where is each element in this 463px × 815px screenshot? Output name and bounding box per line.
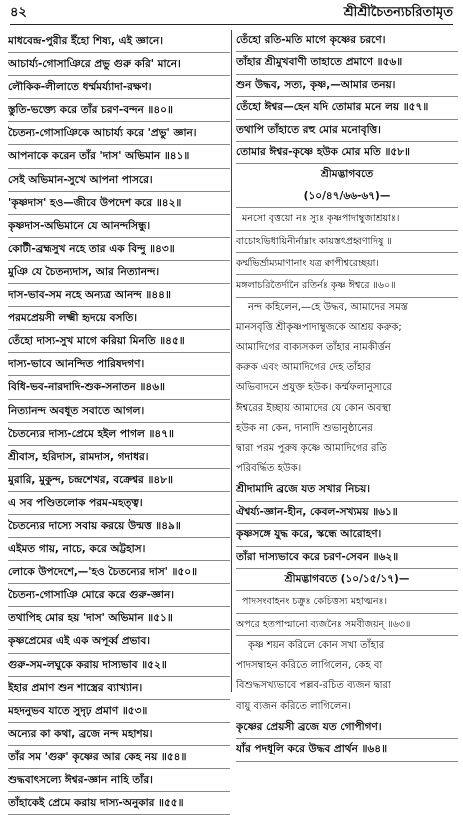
translation-line: ঈশ্বরের ইচ্ছায় আমাদের যে কোন অবস্থা xyxy=(236,402,391,414)
sanskrit-verse-line: পাদসংবাহনং চক্রুঃ কেচিত্তস্য মহাত্মনঃ। xyxy=(236,591,458,613)
verse-line: সেই অভিমান-সুখে আপনা পাসরে। xyxy=(8,169,230,192)
verse-line: চৈতন্যের দাস্য-প্রেমে হইল পাগল ॥৪৭॥ xyxy=(8,423,230,446)
verse-line: নিত্যানন্দ অবধূত সবাতে আগল। xyxy=(8,400,230,423)
verse-line: তথাপিহ মোর হয় 'দাস' অভিমান ॥৫১॥ xyxy=(8,607,230,630)
verse-line: কৃষ্ণদাস-অভিমানে যে আনন্দসিন্ধু। xyxy=(8,215,230,238)
page-header xyxy=(10,2,453,25)
translation-line: অভিবাদনে প্রযুক্ত হউক। কর্ম্মফলানুসারে xyxy=(236,382,392,394)
verse-line: বিধি-ভব-নারদাদি-শুক-সনাতন ॥৪৬॥ xyxy=(8,376,230,399)
verse-line: মুরারি, মুকুন্দ, চন্দ্রশেখর, বক্রেশ্বর ॥৪৮॥ xyxy=(8,469,230,492)
translation-line: করুক এবং আমাদিগের দেহ তাঁহার xyxy=(236,362,371,374)
right-column xyxy=(236,30,458,762)
verse-line: কৃষ্ণসঙ্গে যুদ্ধ করে, স্কন্ধে আরোহণ। xyxy=(236,524,458,546)
verse-line: তাঁর সম 'গুরু' কৃষ্ণের আর কেহ নয় ॥৫৪॥ xyxy=(8,746,230,769)
running-title: শ্রীশ্রীচৈতন্যচরিতামৃত xyxy=(343,5,453,20)
verse-line: ইহার প্রমাণ শুন শাস্ত্রের ব্যাখ্যান। xyxy=(8,677,230,700)
translation-line: পাদসম্বাহন করিতে লাগিলেন, কেহ বা xyxy=(236,660,383,672)
verse-line: স্তুতি-ভক্ত্যে করে তাঁর চরণ-বন্দন ॥৪০॥ xyxy=(8,99,230,122)
verse-line: আপনাকে করেন তাঁর 'দাস' অভিমান ॥৪১॥ xyxy=(8,145,230,168)
verse-line: আচার্য্য-গোসাঞিরে প্রভু গুরু করি' মানে। xyxy=(8,53,230,76)
verse-line: অন্যের কা কথা, ব্রজে নন্দ মহাশয়। xyxy=(8,723,230,746)
translation-line: পরিবর্দ্ধিত হউক। xyxy=(236,463,302,475)
sanskrit-verse-line: বাচোঽভিধায়িনীর্নাম্নাং কায়স্তৎপ্রহ্বণাদিষু ॥ xyxy=(236,231,458,253)
verse-line: তেঁহো রতি-মতি মাগে কৃষ্ণের চরণে। xyxy=(236,30,458,52)
translation-line: বায়ু ব্যজন করিতে লাগিলেন। xyxy=(236,700,351,712)
translation-line: দ্বারা পরম পুরুষ কৃষ্ণে আমাদিগের রতি xyxy=(236,443,387,454)
verse-line: এ সব পণ্ডিতলোক পরম-মহত্ত্ব। xyxy=(8,492,230,515)
verse-line: কোটী-ব্রহ্মসুখ নহে তার এক বিন্দু ॥৪৩॥ xyxy=(8,238,230,261)
quote-reference: (১০/৪৭/৬৬-৬৭)— xyxy=(236,186,458,208)
verse-line: মুঞি যে চৈতন্যদাস, আর নিত্যানন্দ। xyxy=(8,261,230,284)
translation-line: বিশুদ্ধসখ্যভাবে পল্লব-রচিত ব্যজন দ্বারা xyxy=(236,680,391,692)
translation-line: কৃষ্ণ শয়ন করিলে কোন সখা তাঁহার xyxy=(248,640,385,652)
page-number: ৪২ xyxy=(10,5,27,20)
translation-line: আমাদিগের বাক্যসকল তাঁহার নামকীর্ত্তন xyxy=(236,342,391,354)
verse-line: লোকে উপদেশে,—'হও চৈতন্যের দাস' ॥৫০॥ xyxy=(8,561,230,584)
verse-line: ঐশ্বর্য্য-জ্ঞান-হীন, কেবল-সখ্যময় ॥৬১॥ xyxy=(236,502,458,524)
quote-reference: শ্রীমদ্ভাগবতে (১০/১৫/১৭)— xyxy=(236,569,458,591)
verse-line: মহদনুভব যাতে সুদৃঢ় প্রমাণ ॥৫৩॥ xyxy=(8,700,230,723)
sanskrit-verse-line: মঙ্গলাচরিতৈর্দানৈ রতির্নঃ কৃষ্ণ ঈশ্বরে ॥৬০॥ xyxy=(236,275,458,297)
translation-line: হউক না কেন, দানাদি শুভানুষ্ঠানের xyxy=(236,422,373,434)
verse-line: লৌকিক-লীলাতে ধর্ম্মমর্য্যাদা-রক্ষণ। xyxy=(8,76,230,99)
verse-line: দাস-ভাব-সম নহে অন্যত্র আনন্দ ॥৪৪॥ xyxy=(8,284,230,307)
verse-line: কৃষ্ণপ্রেমের এই এক অপূর্ব্ব প্রভাব। xyxy=(8,630,230,653)
left-column xyxy=(8,30,230,815)
verse-line: চৈতন্য-গোসাঞিকে আচার্য্য করে 'প্রভু' জ্ঞান। xyxy=(8,122,230,145)
verse-line: শ্রীদামাদি ব্রজে যত সখার নিচয়। xyxy=(236,479,458,501)
verse-line: দাস্য-ভাবে আনন্দিত পারিষদগণ। xyxy=(8,353,230,376)
verse-line: কৃষ্ণের প্রেয়সী ব্রজে যত গোপীগণ। xyxy=(236,717,458,739)
sanskrit-verse-line: অপরে হতপাপ্মানো ব্যজনৈঃ সমবীজয়ন্ ॥৬৩॥ xyxy=(236,614,458,636)
translation-line: নন্দ কহিলেন,—হে উদ্ধব, আমাদের সমস্ত xyxy=(248,301,408,313)
verse-line: চৈতন্য-গোসাঞি মোরে করে গুরু-জ্ঞান। xyxy=(8,584,230,607)
verse-line: পরমপ্রেয়সী লক্ষ্মী হৃদয়ে বসতি। xyxy=(8,307,230,330)
verse-line: তেঁহো ঈশ্বর—হেন যদি তোমার মনে লয় ॥৫৭॥ xyxy=(236,97,458,119)
verse-line: চৈতন্যের দাস্যে সবায় করয়ে উন্মত্ত ॥৪৯॥ xyxy=(8,515,230,538)
sanskrit-verse-line: কর্ম্মভির্ভ্রাম্যমাণানাং যত্র ক্বাপীশ্বরেচ্ছয়া। xyxy=(236,253,458,275)
verse-line: যাঁর পদধূলি করে উদ্ধব প্রার্থন ॥৬৪॥ xyxy=(236,739,458,761)
verse-line: তেঁহো দাস্য-সুখ মাগে করিয়া মিনতি ॥৪৫॥ xyxy=(8,330,230,353)
verse-line: গুরু-সম-লঘুকে করায় দাস্যভাব ॥৫২॥ xyxy=(8,654,230,677)
verse-line: তথাপি তাঁহাতে রহু মোর মনোবৃত্তি। xyxy=(236,120,458,142)
translation-line: মানসবৃত্তি শ্রীকৃষ্ণপাদাম্বুজকে আশ্রয় করুক; xyxy=(236,321,402,333)
verse-line: তোমার ঈশ্বর-কৃষ্ণে হউক মোর মতি ॥৫৮॥ xyxy=(236,142,458,164)
verse-line: মাধবেন্দ্র-পুরীর ইঁহো শিষ্য, এই জ্ঞানে। xyxy=(8,30,230,53)
verse-line: তাঁরা দাস্যভাবে করে চরণ-সেবন ॥৬২॥ xyxy=(236,547,458,569)
verse-line: শুদ্ধবাৎসল্যে ঈশ্বর-জ্ঞান নাহি তাঁর। xyxy=(8,769,230,792)
verse-line: শ্রীবাস, হরিদাস, রামদাস, গদাধর। xyxy=(8,446,230,469)
verse-line: তাঁহাকেই প্রেমে করায় দাস্য-অনুকার ॥৫৫॥ xyxy=(8,792,230,815)
quote-source: শ্রীমদ্ভাগবতে xyxy=(320,168,374,181)
verse-line: 'কৃষ্ণদাস' হও—জীবে উপদেশ করে ॥৪২॥ xyxy=(8,192,230,215)
verse-line: শুন উদ্ধব, সত্য, কৃষ্ণ,—আমার তনয়। xyxy=(236,75,458,97)
verse-line: এইমত গায়, নাচে, করে অট্টহাস। xyxy=(8,538,230,561)
column-divider xyxy=(231,30,232,692)
verse-line: তাঁহার শ্রীমুখবাণী তাহাতে প্রমাণে ॥৫৬॥ xyxy=(236,52,458,74)
sanskrit-verse-line: মনসো বৃত্তয়ো নঃ স্যুঃ কৃষ্ণপাদাম্বুজাশ্রয়াঃ। xyxy=(236,208,458,230)
